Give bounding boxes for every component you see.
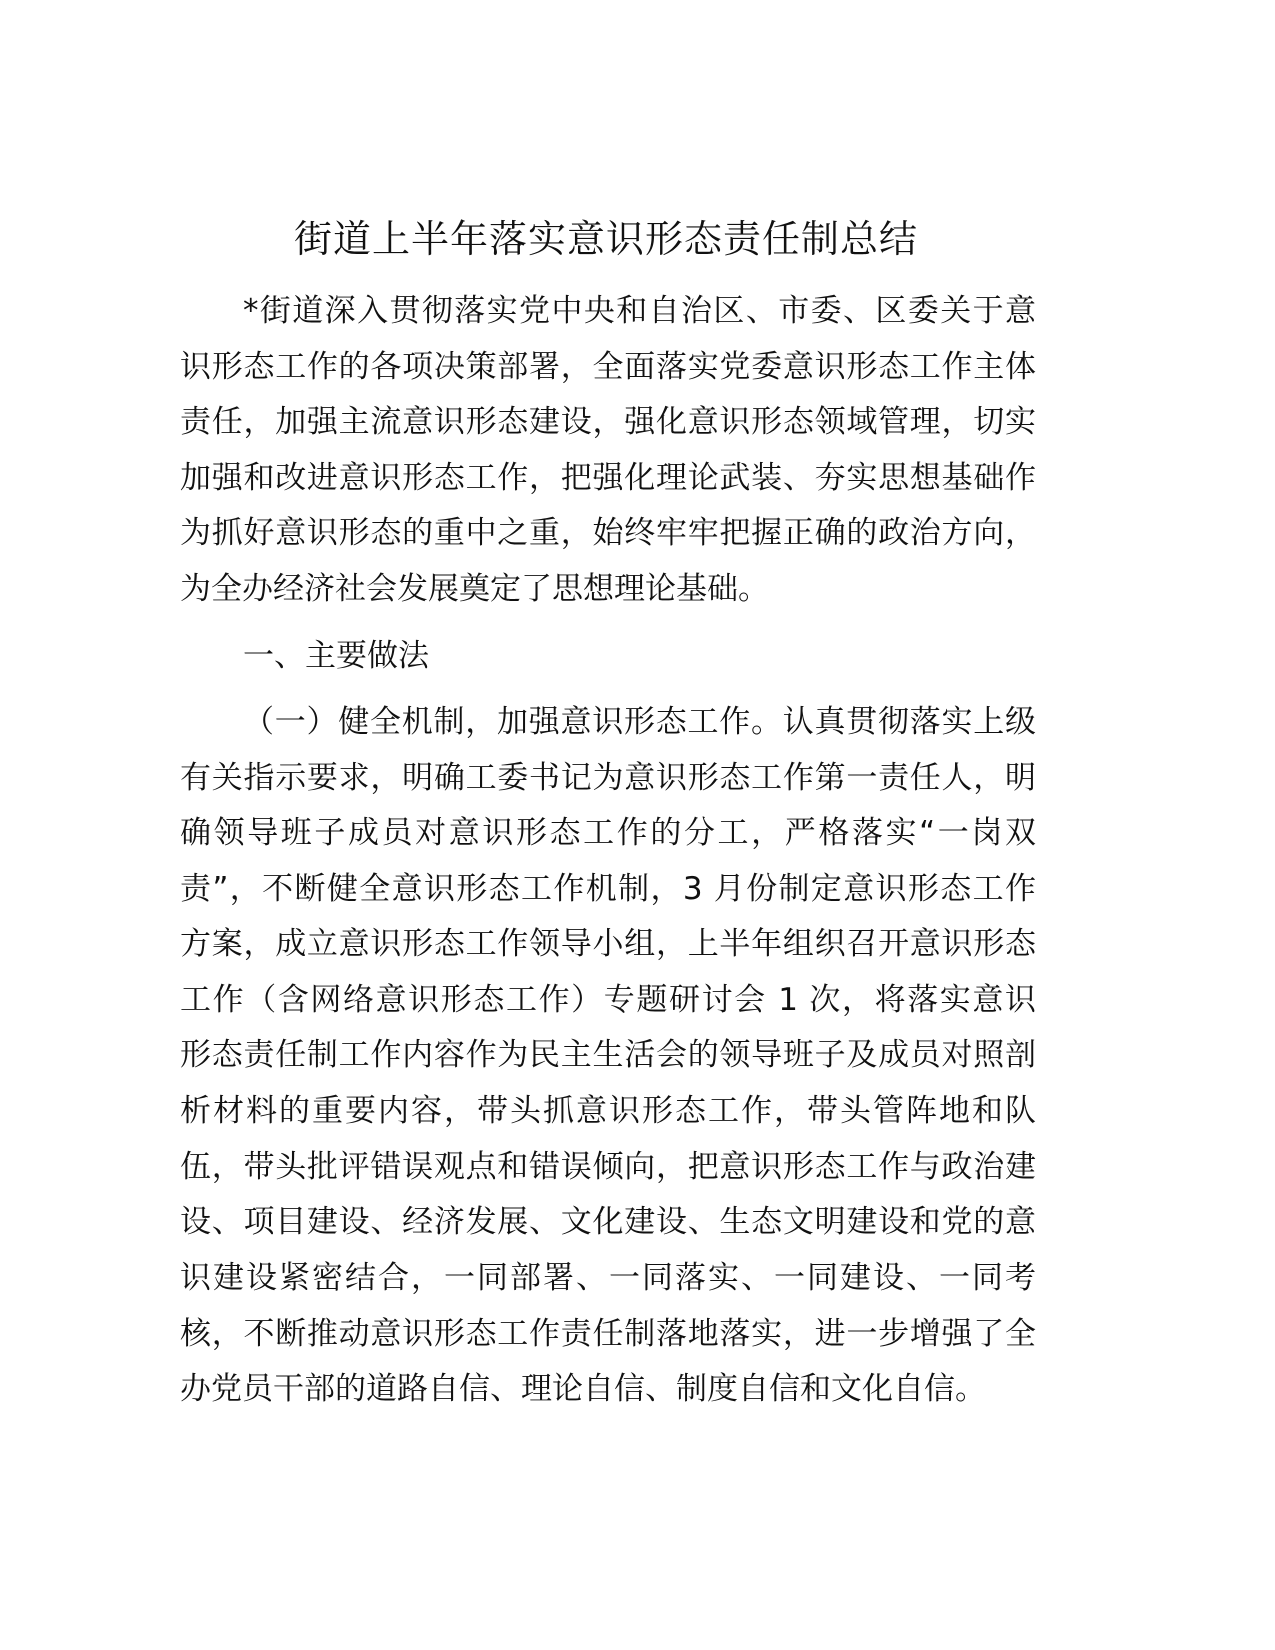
paragraph-line: （一）健全机制，加强意识形态工作。认真贯彻落实上级 (243, 704, 1036, 740)
paragraph-line: 伍，带头批评错误观点和错误倾向，把意识形态工作与政治建 (180, 1149, 1036, 1185)
paragraph-line: 析材料的重要内容，带头抓意识形态工作，带头管阵地和队 (180, 1093, 1036, 1129)
paragraph-line: 办党员干部的道路自信、理论自信、制度自信和文化自信。 (180, 1371, 986, 1407)
paragraph-line: 有关指示要求，明确工委书记为意识形态工作第一责任人，明 (180, 760, 1036, 796)
paragraph-line: 加强和改进意识形态工作，把强化理论武装、夯实思想基础作 (180, 460, 1036, 496)
paragraph-line: 方案，成立意识形态工作领导小组，上半年组织召开意识形态 (180, 926, 1036, 962)
paragraph-line: 识形态工作的各项决策部署，全面落实党委意识形态工作主体 (180, 349, 1036, 385)
paragraph-line: 工作（含网络意识形态工作）专题研讨会 1 次，将落实意识 (180, 982, 1036, 1018)
paragraph-line: 确领导班子成员对意识形态工作的分工，严格落实“一岗双 (180, 815, 1036, 851)
document-title: 街道上半年落实意识形态责任制总结 (293, 217, 918, 261)
paragraph-line: 责”，不断健全意识形态工作机制，3 月份制定意识形态工作 (180, 871, 1036, 907)
paragraph-line: *街道深入贯彻落实党中央和自治区、市委、区委关于意 (243, 293, 1036, 329)
paragraph-line: 责任，加强主流意识形态建设，强化意识形态领域管理，切实 (180, 404, 1036, 440)
paragraph-line: 形态责任制工作内容作为民主生活会的领导班子及成员对照剖 (180, 1037, 1036, 1073)
paragraph-line: 核，不断推动意识形态工作责任制落地落实，进一步增强了全 (180, 1316, 1036, 1352)
paragraph-line: 为全办经济社会发展奠定了思想理论基础。 (180, 571, 769, 607)
paragraph-line: 识建设紧密结合，一同部署、一同落实、一同建设、一同考 (180, 1260, 1036, 1296)
section-heading: 一、主要做法 (243, 638, 429, 674)
paragraph-line: 为抓好意识形态的重中之重，始终牢牢把握正确的政治方向， (180, 515, 1036, 551)
paragraph-line: 设、项目建设、经济发展、文化建设、生态文明建设和党的意 (180, 1204, 1036, 1240)
